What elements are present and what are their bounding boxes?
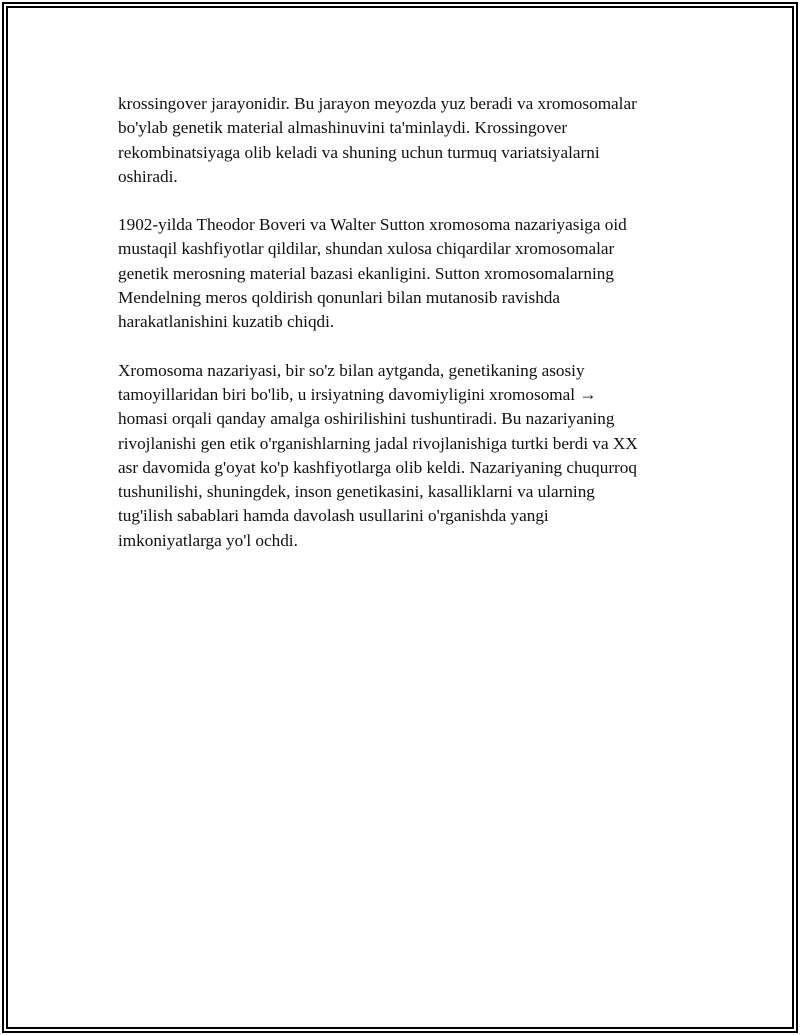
paragraph-boveri-sutton	[118, 213, 684, 334]
text-line: rekombinatsiyaga olib keladi va shuning uchun turmuq variatsiyalarni	[118, 142, 600, 162]
text-line: mustaqil kashfiyotlar qildilar, shundan xulosa chiqardilar xromosomalar	[118, 239, 615, 259]
text-line: tushunilishi, shuningdek, inson genetikasini, kasalliklarni va ularning	[118, 482, 595, 502]
text-line: bo'ylab genetik material almashinuvini ta'minlaydi. Krossingover	[118, 118, 568, 138]
text-line: imkoniyatlarga yo'l ochdi.	[118, 530, 298, 550]
text-line: Xromosoma nazariyasi, bir so'z bilan aytganda, genetikaning asosiy	[118, 360, 585, 380]
document-body	[118, 92, 684, 577]
text-line: tug'ilish sabablari hamda davolash usullarini o'rganishda yangi	[118, 506, 549, 526]
text-line: Mendelning meros qoldirish qonunlari bilan mutanosib ravishda	[118, 288, 561, 308]
text-line: genetik merosning material bazasi ekanligini. Sutton xromosomalarning	[118, 263, 614, 283]
text-line: tamoyillaridan biri bo'lib, u irsiyatning davomiyligini xromosomal →	[118, 384, 597, 404]
text-line: 1902-yilda Theodor Boveri va Walter Sutton xromosoma nazariyasiga oid	[118, 215, 627, 235]
text-line: harakatlanishini kuzatib chiqdi.	[118, 312, 335, 332]
text-line: asr davomida g'oyat ko'p kashfiyotlarga olib keldi. Nazariyaning chuqurroq	[118, 457, 637, 477]
text-line: homasi orqali qanday amalga oshirilishini tushuntiradi. Bu nazariyaning	[118, 409, 615, 429]
text-line: rivojlanishi gen etik o'rganishlarning jadal rivojlanishiga turtki berdi va XX	[118, 433, 638, 453]
text-line: oshiradi.	[118, 166, 178, 186]
text-line: krossingover jarayonidir. Bu jarayon meyozda yuz beradi va xromosomalar	[118, 94, 637, 113]
paragraph-chromosome-theory	[118, 359, 684, 553]
paragraph-crossing-over	[118, 92, 684, 189]
